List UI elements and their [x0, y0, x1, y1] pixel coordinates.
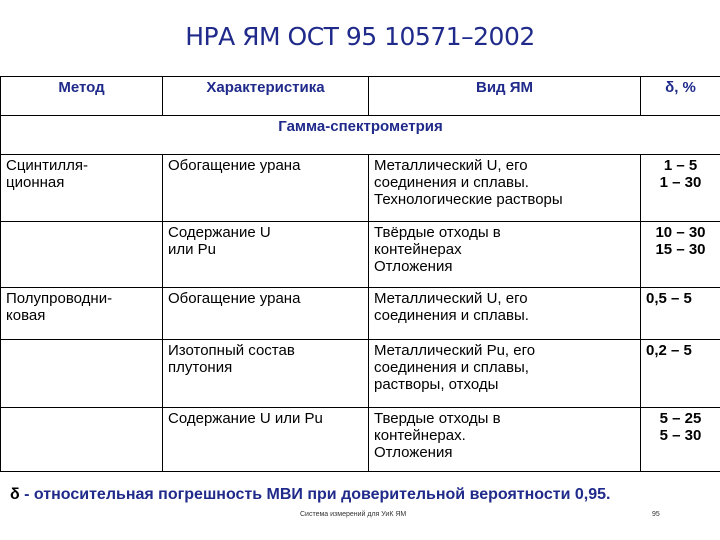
header-characteristic: Характеристика — [163, 77, 369, 116]
table-row — [1, 155, 720, 222]
cell-material: Металлический Pu, его соединения и сплавы, растворы, отходы — [369, 340, 641, 408]
page-number: 95 — [652, 511, 660, 518]
table-row — [1, 222, 720, 288]
table-row — [1, 288, 720, 340]
cell-delta: 1 – 5 1 – 30 — [641, 155, 720, 222]
footnote-text: - относительная погрешность МВИ при доверительной вероятности 0,95. — [19, 486, 611, 503]
cell-delta: 0,5 – 5 — [641, 288, 720, 340]
footnote-symbol: δ — [10, 486, 20, 503]
cell-method — [1, 408, 163, 472]
methods-table — [0, 76, 720, 472]
cell-material: Твёрдые отходы в контейнерах Отложения — [369, 222, 641, 288]
table-row — [1, 408, 720, 472]
cell-delta: 5 – 25 5 – 30 — [641, 408, 720, 472]
cell-characteristic: Обогащение урана — [163, 288, 369, 340]
footnote — [10, 486, 610, 504]
cell-characteristic: Изотопный состав плутония — [163, 340, 369, 408]
cell-method — [1, 222, 163, 288]
header-material-type: Вид ЯМ — [369, 77, 641, 116]
cell-delta: 0,2 – 5 — [641, 340, 720, 408]
cell-material: Металлический U, его соединения и сплавы. — [369, 288, 641, 340]
cell-material: Твердые отходы в контейнерах. Отложения — [369, 408, 641, 472]
section-title: Гамма-спектрометрия — [1, 116, 720, 155]
header-method: Метод — [1, 77, 163, 116]
cell-delta: 10 – 30 15 – 30 — [641, 222, 720, 288]
section-row — [1, 116, 720, 155]
cell-characteristic: Содержание U или Pu — [163, 408, 369, 472]
header-delta: δ, % — [641, 77, 720, 116]
cell-method — [1, 340, 163, 408]
cell-characteristic: Обогащение урана — [163, 155, 369, 222]
footer-text: Система измерений для УиК ЯМ — [300, 511, 407, 518]
table-header-row — [1, 77, 720, 116]
cell-material: Металлический U, его соединения и сплавы. Технологические растворы — [369, 155, 641, 222]
cell-method: Полупроводни- ковая — [1, 288, 163, 340]
cell-method: Сцинтилля- ционная — [1, 155, 163, 222]
cell-characteristic: Содержание U или Pu — [163, 222, 369, 288]
page-title: НРА ЯМ ОСТ 95 10571–2002 — [185, 22, 535, 51]
table-row — [1, 340, 720, 408]
